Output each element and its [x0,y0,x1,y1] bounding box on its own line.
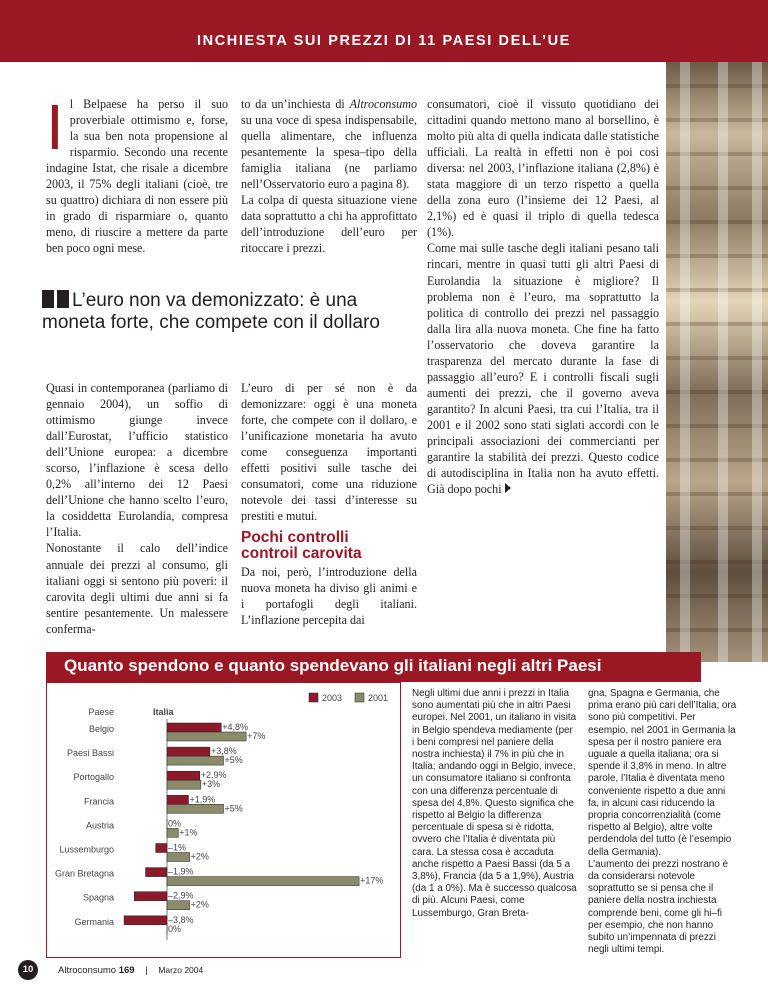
bar-2003 [124,916,167,925]
header-band [0,0,768,62]
article-column-1-body [46,380,228,637]
paragraph: Nonostante il calo dell’indice annuale dei prezzi al consumo, gli italiani oggi si sentono più poveri: il carovita degli ultimi due anni si fa sentire pesantemente. Un malessere conferma- [46,541,228,636]
photo-pillar [680,62,690,662]
data-label-2003: +4,8% [222,722,249,732]
category-label: Portogallo [73,772,114,783]
data-label-2003: +1,9% [189,794,216,805]
legend-swatch-2003 [309,693,318,702]
header-title: INCHIESTA SUI PREZZI DI 11 PAESI DELL’UE [197,33,571,49]
category-label: Francia [83,796,114,807]
category-label: Gran Bretagna [54,868,114,879]
data-label-2001: +3% [201,779,221,790]
article-column-3 [427,96,659,497]
article-column-1-intro [46,91,228,256]
bar-2001 [167,756,224,765]
bar-2003 [167,723,221,732]
data-label-2001: +5% [224,803,243,814]
paragraph: Da noi, però, l’introduzione della nuova moneta ha diviso gli animi e i portafogli degli italiani. L’inflazione percepita dai [241,565,417,628]
article-column-2-body [241,380,417,524]
intro-text: l Belpaese ha perso il suo proverbiale ottimismo e, forse, la sua ben nota propensione al risparmio. Secondo una recente indagine Istat, che risale a dicembre 2003, il 75% degli italiani (cioè, tre su quattro) dichiara di non essere più in grado di risparmiare o, quanto meno, di riuscire a mettere da parte ben poco ogni mese. [46,97,228,256]
chart-commentary-1 [412,688,577,920]
category-label: Belgio [88,724,114,734]
issue-number: 169 [118,965,135,976]
chart-box [46,682,401,958]
category-label: Paesi Bassi [66,748,114,759]
quote-mark-icon [42,290,54,308]
bar-2001 [167,804,224,813]
data-label-2001: +2% [190,851,209,862]
bar-2003 [167,771,200,780]
paragraph: Quasi in contemporanea (parliamo di gennaio 2004), un soffio di ottimismo giunge invece dall’Eurostat, l’ufficio statistico dell’Unione europea: a dicembre scorso, l’inflazione è scesa dello 0,2% all’interno dei 12 Paesi dell’Unione che hanno scelto l’euro, la cosiddetta Eurolandia, compresa l’Italia. [46,381,228,540]
bar-2003 [167,795,188,804]
paragraph: L’aumento dei prezzi nostrano è da considerarsi notevole soprattutto se si pensa che il paniere della nostra inchiesta comprende beni, come gli hi–fi per esempio, che non hanno subito un’impennata di prezzi negli ultimi tempi. [588,858,728,956]
text: to da un’inchiesta di [241,97,350,111]
category-label: Austria [85,820,114,831]
data-label-2001: +1% [179,827,198,838]
data-label-2001: +7% [247,731,266,741]
data-label-2003: +3,8% [210,746,237,757]
brand-name: Altroconsumo [349,97,417,111]
paragraph: La colpa di questa situazione viene data soprattutto a chi ha approfittato dell’introduzione dell’euro per ritoccare i prezzi. [241,193,417,256]
subhead: Pochi controlli controil carovita [241,529,362,562]
category-label: Germania [74,916,114,927]
data-label-2003: –2,9% [168,890,194,901]
column-header: Paese [88,707,114,717]
separator: | [145,965,148,976]
bar-2003 [146,868,167,877]
paragraph: L’euro di per sé non è da demonizzare: oggi è una moneta forte, che compete con il dollaro, e l’unificazione monetaria ha avuto come conseguenza importanti effetti positivi sulle tasche dei consumatori, come una riduzione notevole dei tassi d’interesse su prestiti e mutui. [241,381,417,524]
data-label-2003: +2,9% [200,770,227,781]
paragraph: gna, Spagna e Germania, che prima erano più cari dell’Italia, ora sono più competitivi. Per esempio, nel 2001 in Germania la spesa per il nostro paniere era uguale a quella italiana; ora si spende il 3,8% in meno. In altre parole, l’Italia è diventata meno conveniente rispetto a due anni fa, in alcuni casi riducendo la propria concorrenzialità (come rispetto al Belgio), altre volte perdendola del tutto (è l’esempio della Germania). [588,688,737,858]
data-label-2001: +2% [190,899,209,910]
bar-2001 [167,732,246,741]
quote-mark-icon [57,290,69,308]
bar-2003 [134,892,167,901]
photo-pillar [752,62,762,662]
bar-2001 [167,780,201,789]
category-label: Spagna [82,892,114,903]
bar-2001 [167,853,190,862]
mall-photo [666,62,768,662]
category-label: Lussemburgo [59,844,114,855]
legend-label-2001: 2001 [368,693,389,703]
bar-2003 [156,844,167,853]
data-label-2001: 0% [168,923,182,934]
data-label-2003: –3,8% [168,914,194,925]
text: su una voce di spesa indispensabile, quella alimentare, che influenza pesantemente la spesa–tipo della famiglia italiana (ne parliamo nell’Osservatorio euro a pagina 8). [241,113,417,192]
legend-label-2003: 2003 [322,693,343,703]
photo-pillar [718,62,728,662]
pull-quote [42,290,422,334]
data-label-2001: +17% [360,875,384,886]
page-number: 10 [18,960,38,980]
magazine-name: Altroconsumo [58,965,117,976]
article-column-2-intro [241,96,417,256]
data-label-2003: –1% [168,842,187,853]
article-column-2-end [241,564,417,628]
bar-2003 [167,747,210,756]
bar-2001 [167,901,190,910]
chart-commentary-2 [588,688,738,956]
bar-2001 [167,877,359,886]
paragraph: Negli ultimi due anni i prezzi in Italia sono aumentati più che in altri Paesi europei. Nel 2001, un italiano in visita in Belgio spendeva mediamente (per i beni compresi nel paniere della nostra inchiesta) il 7% in più che in Italia; andando oggi in Belgio, invece, un consumatore italiano si confronta con una differenza percentuale di spesa del 4,8%. Questo significa che rispetto al Belgio la differenza percentuale di spesa si è ridotta, ovvero che l’Italia è diventata più cara. La stessa cosa è accaduta anche rispetto a Paesi Bassi (da 5 a 3,8%), Francia (da 5 a 1,9%), Austria (da 1 a 0%). Ma è successo qualcosa di più. Alcuni Paesi, come Lussemburgo, Gran Breta- [412,688,577,919]
price-comparison-chart [47,683,402,959]
issue-date: Marzo 2004 [158,965,204,975]
bar-2001 [167,828,178,837]
chart-title: Quanto spendono e quanto spendevano gli italiani negli altri Paesi [64,656,602,675]
data-label-2003: –1,9% [168,866,194,877]
data-label-2001: +5% [224,755,243,766]
drop-cap: I [46,91,64,163]
paragraph: Come mai sulle tasche degli italiani pesano tali rincari, mentre in quasi tutti gli altri Paesi di Eurolandia la situazione è migliore? Il problema non è l’euro, ma soprattutto la politica di controllo dei prezzi nel passaggio dalla lira alla nuova moneta. Che fine ha fatto l’osservatorio che doveva garantire la trasparenza del mercato durante la fase di passaggio all’euro? E i controlli fiscali sugli aumenti dei prezzi, che il governo aveva garantito? In alcuni Paesi, tra cui l’Italia, tra il 2001 e il 2002 sono stati siglati accordi con le principali associazioni dei commercianti per garantire la stabilità dei prezzi. Questo codice di autodisciplina in Italia non ha avuto effetti. Già dopo pochi [427,241,659,497]
pull-quote-text: L’euro non va demonizzato: è una moneta forte, che compete con il dollaro [42,290,380,333]
data-label-2003: 0% [168,818,182,829]
footer [58,965,203,976]
continue-arrow-icon [505,483,511,493]
legend-swatch-2001 [355,693,364,702]
paragraph: consumatori, cioè il vissuto quotidiano dei cittadini quando mettono mano al borsellino, è molto più alta di quella indicata dalle statistiche ufficiali. La realtà in effetti non è poi così diversa: nel 2003, l’inflazione italiana (2,8%) è stata maggiore di un terzo rispetto a quella della zona euro (l’insieme dei 12 Paesi, al 2,1%) ed è quasi il triplo di quella tedesca (1%). [427,97,659,240]
baseline-label: Italia [153,707,174,717]
